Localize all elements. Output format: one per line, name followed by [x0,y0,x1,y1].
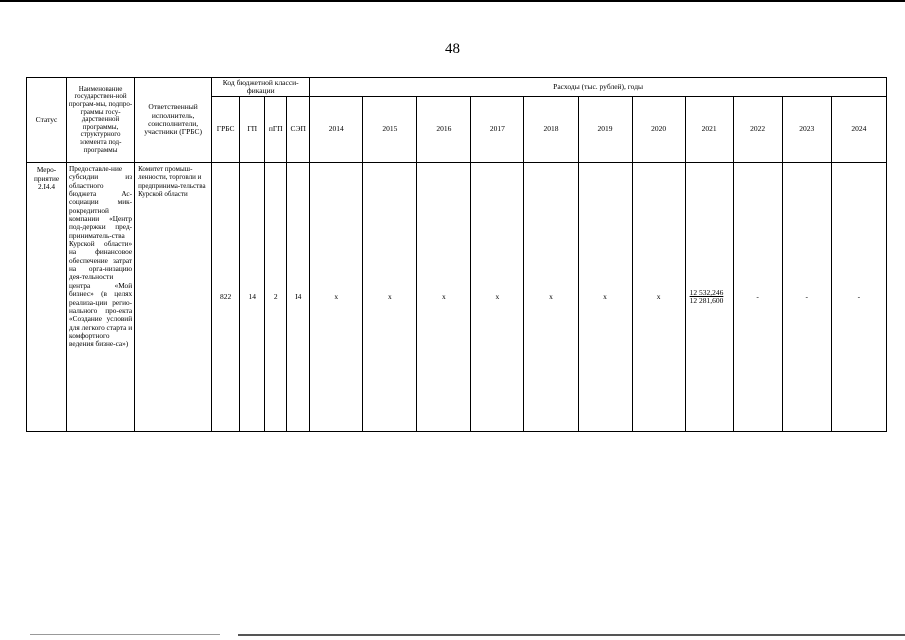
budget-table [26,77,887,432]
row-value-2021 [685,163,733,432]
row-value-2014: х [310,163,363,432]
row-code-sep: I4 [287,163,310,432]
table-row [27,163,887,432]
header-year-2019: 2019 [578,97,632,163]
header-name: Наименование государствен-ной програм-мы, подпро-граммы госу-дарственной программы, структурного элемента под-программы [67,78,135,163]
row-executor: Комитет промыш-ленности, торговли и предпринима-тельства Курской области [135,163,212,432]
top-rule [0,0,905,2]
header-code-gp: ГП [240,97,265,163]
row-value-2023: - [782,163,831,432]
bottom-rule [238,634,905,636]
header-code-pgp: пГП [265,97,287,163]
row-value-2015: х [363,163,417,432]
header-year-2014: 2014 [310,97,363,163]
header-year-2023: 2023 [782,97,831,163]
header-year-2018: 2018 [524,97,578,163]
value-2021-line1: 12 532,246 [689,287,724,297]
header-code-grbs: ГРБС [212,97,240,163]
header-executor: Ответственный исполнитель, соисполнители, участники (ГРБС) [135,78,212,163]
row-status: Меро-приятие 2.I4.4 [27,163,67,432]
row-code-pgp: 2 [265,163,287,432]
row-value-2019: х [578,163,632,432]
header-status: Статус [27,78,67,163]
row-code-grbs: 822 [212,163,240,432]
header-budget-code: Код бюджетной класси-фикации [212,78,310,97]
header-year-2022: 2022 [733,97,782,163]
header-code-sep: СЭП [287,97,310,163]
row-name: Предоставле-ние субсидии из областного бюджета Ас-социации мик-рокредитной компании «Центр под-держки пред-приниматель-ства Курской области» на финансовое обеспечение затрат на орга-низацию дея-тельности центра «Мой бизнес» (в целях реализа-ции регио-нального про-екта «Создание условий для легкого старта и комфортного ведения бизне-са») [67,163,135,432]
header-year-2024: 2024 [831,97,886,163]
header-year-2016: 2016 [417,97,471,163]
header-year-2021: 2021 [685,97,733,163]
header-year-2017: 2017 [471,97,524,163]
header-year-2020: 2020 [632,97,685,163]
bottom-rule-left [30,634,220,635]
header-year-2015: 2015 [363,97,417,163]
row-value-2016: х [417,163,471,432]
page-number: 48 [445,41,460,57]
value-2021-line2: 12 281,600 [689,296,724,305]
row-value-2017: х [471,163,524,432]
row-value-2022: - [733,163,782,432]
header-expenses: Расходы (тыс. рублей), годы [310,78,887,97]
row-value-2020: х [632,163,685,432]
row-value-2018: х [524,163,578,432]
row-value-2024: - [831,163,886,432]
row-code-gp: 14 [240,163,265,432]
